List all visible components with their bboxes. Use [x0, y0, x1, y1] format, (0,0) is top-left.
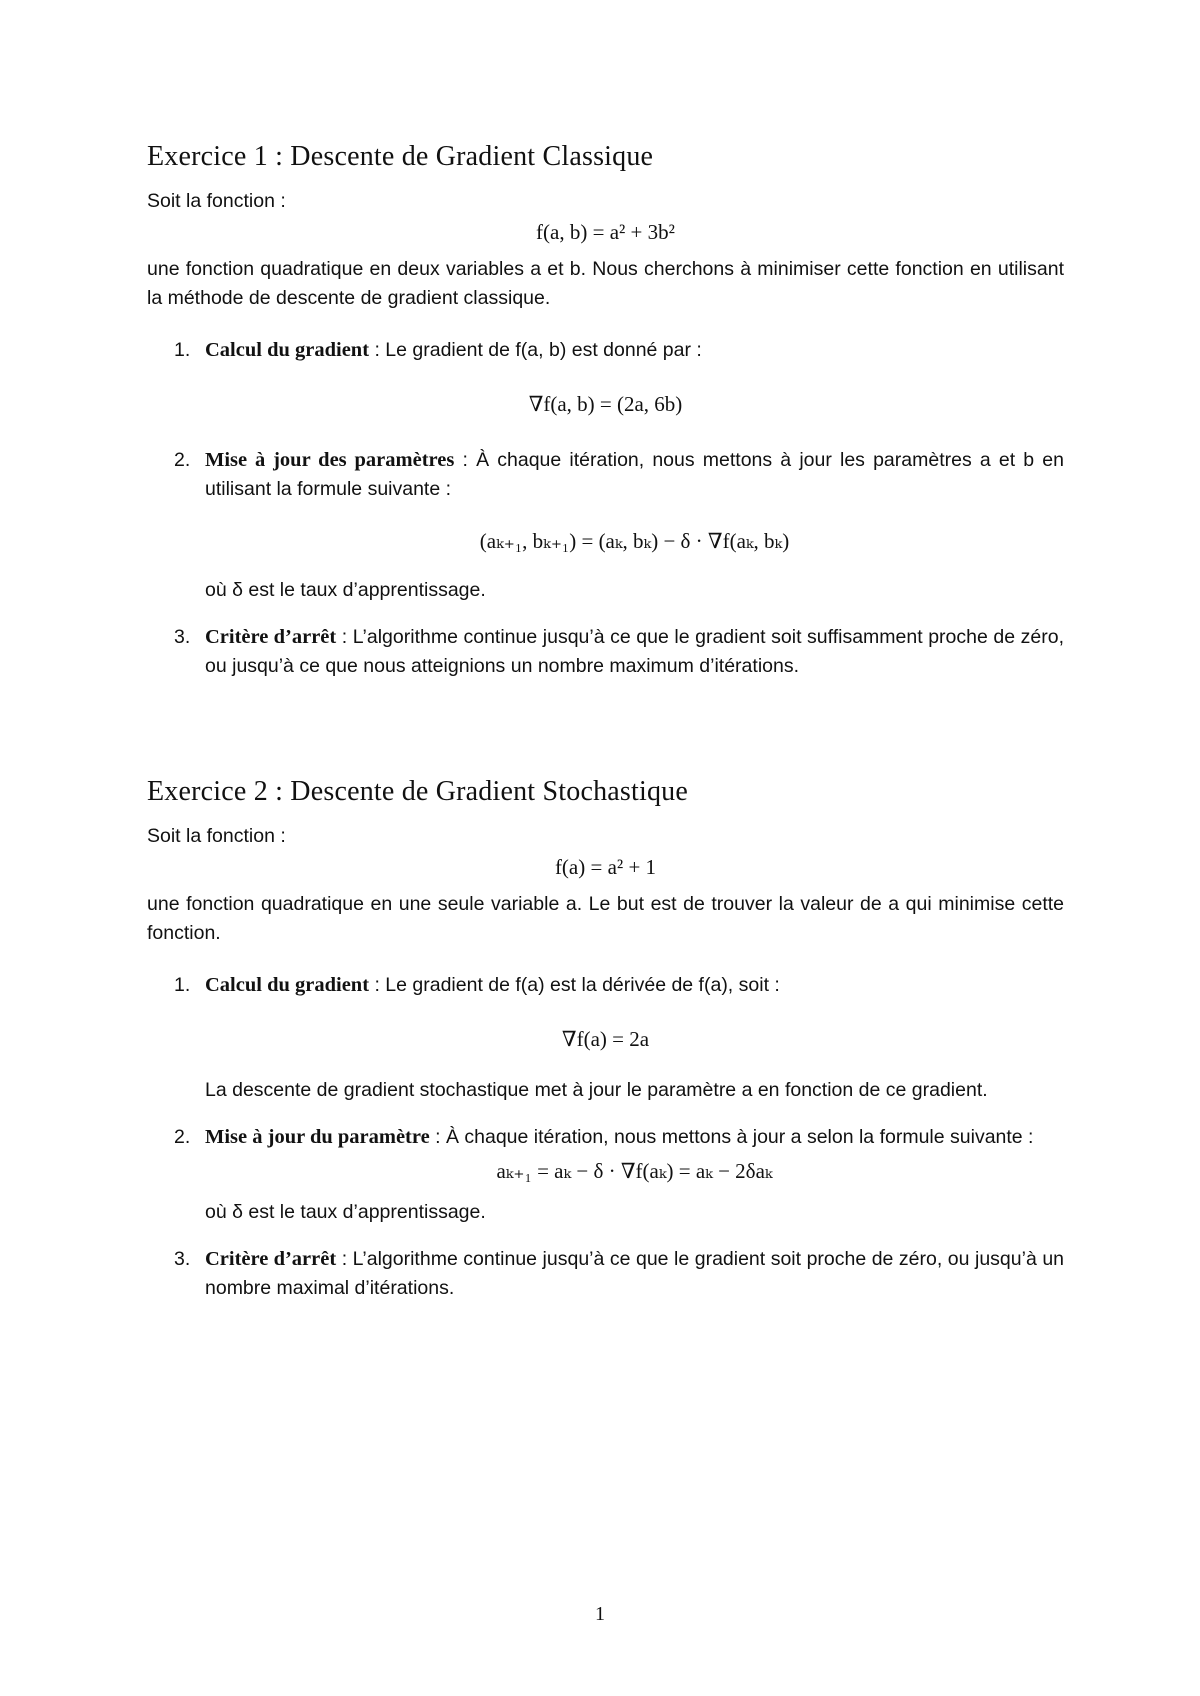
step-text: : Le gradient de f(a) est la dérivée de f(a), soit : — [369, 974, 780, 996]
exercise-2-intro: Soit la fonction : — [147, 825, 286, 847]
step-text: : À chaque itération, nous mettons à jour a selon la formule suivante : — [429, 1126, 1034, 1148]
step-term: Calcul du gradient — [205, 974, 370, 996]
step-number: 2. — [174, 449, 191, 471]
step-number: 1. — [174, 974, 191, 996]
page-number: 1 — [595, 1603, 605, 1625]
exercise-1-step-2 — [147, 446, 1064, 605]
update-equation: aₖ₊₁ = aₖ − δ · ∇f(aₖ) = aₖ − 2δaₖ — [496, 1159, 773, 1183]
step-term: Critère d’arrêt — [205, 626, 337, 648]
step-text: : Le gradient de f(a, b) est donné par : — [369, 339, 702, 361]
step-term: Critère d’arrêt — [205, 1248, 337, 1270]
step-note: où δ est le taux d’apprentissage. — [205, 579, 486, 601]
step-note: où δ est le taux d’apprentissage. — [205, 1201, 486, 1223]
exercise-2-function-equation: f(a) = a² + 1 — [554, 855, 657, 879]
exercise-1 — [147, 141, 1064, 681]
exercise-1-function-equation: f(a, b) = a² + 3b² — [536, 220, 675, 244]
step-number: 3. — [174, 626, 191, 648]
gradient-equation: ∇f(a) = 2a — [561, 1027, 650, 1051]
step-term: Calcul du gradient — [205, 339, 370, 361]
step-term: Mise à jour des paramètres — [205, 449, 455, 471]
exercise-2 — [147, 776, 1064, 1303]
exercise-2-step-3 — [147, 1245, 1064, 1303]
update-equation: (aₖ₊₁, bₖ₊₁) = (aₖ, bₖ) − δ · ∇f(aₖ, bₖ) — [479, 529, 790, 553]
step-note: La descente de gradient stochastique met à jour le paramètre a en fonction de ce gradient. — [205, 1079, 988, 1101]
exercise-1-title: Exercice 1 : Descente de Gradient Classique — [147, 141, 654, 172]
step-term: Mise à jour du paramètre — [205, 1126, 430, 1148]
exercise-2-steps — [147, 971, 1064, 1303]
exercise-1-step-1 — [147, 336, 1064, 419]
exercise-2-description: une fonction quadratique en une seule variable a. Le but est de trouver la valeur de a qui minimise cette fonction. — [147, 893, 1064, 944]
exercise-2-title: Exercice 2 : Descente de Gradient Stochastique — [147, 776, 688, 807]
exercise-1-step-3 — [147, 623, 1064, 681]
exercise-2-step-1 — [147, 971, 1064, 1105]
step-number: 2. — [174, 1126, 191, 1148]
gradient-equation: ∇f(a, b) = (2a, 6b) — [528, 392, 683, 416]
exercise-1-steps — [147, 336, 1064, 681]
step-text: : L’algorithme continue jusqu’à ce que le gradient soit suffisamment proche de zéro, ou jusqu’à ce que nous atteignions un nombre maximum d’itérations. — [205, 626, 1065, 677]
exercise-2-step-2 — [147, 1123, 1064, 1227]
step-text: : À chaque itération, nous mettons à jour les paramètres a et b en utilisant la formule suivante : — [205, 449, 1064, 500]
step-text: : L’algorithme continue jusqu’à ce que le gradient soit proche de zéro, ou jusqu’à un nombre maximal d’itérations. — [205, 1248, 1065, 1299]
exercise-1-intro: Soit la fonction : — [147, 190, 286, 212]
exercise-1-description: une fonction quadratique en deux variables a et b. Nous cherchons à minimiser cette fonction en utilisant la méthode de descente de gradient classique. — [147, 258, 1064, 309]
step-number: 3. — [174, 1248, 191, 1270]
step-number: 1. — [174, 339, 191, 361]
